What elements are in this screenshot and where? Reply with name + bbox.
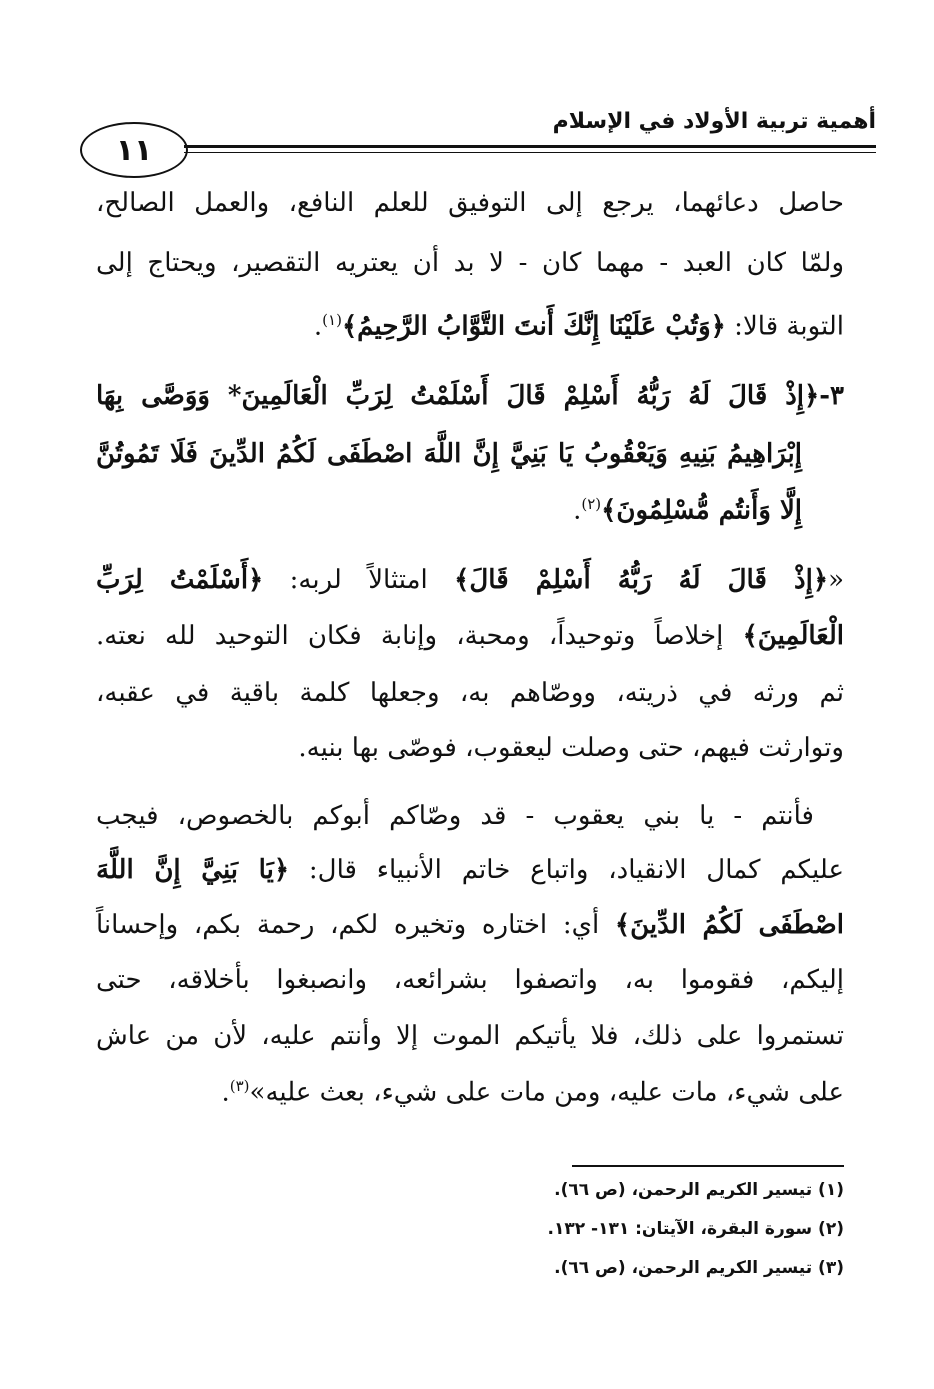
text-line: تستمروا على ذلك، فلا يأتيكم الموت إلا وأنتم عليه، لأن من عاش: [96, 1021, 844, 1051]
text-line: [96, 912, 844, 938]
page-header: [80, 109, 876, 185]
period: .: [221, 1077, 230, 1108]
text-fragment: عليكم كمال الانقياد، واتباع خاتم الأنبياء قال:: [289, 855, 845, 885]
footnote-3: (٣) تيسير الكريم الرحمن، (ص ٦٦).: [554, 1258, 844, 1278]
text-line: فأنتم - يا بني يعقوب - قد وصّاكم أبوكم بالخصوص، فيجب: [96, 801, 814, 831]
period: .: [313, 311, 323, 342]
text-fragment: أي: اختاره وتخيره لكم، رحمة بكم، وإحساناً: [96, 910, 615, 940]
quran-verse: اصْطَفَى لَكُمُ الدِّينَ﴾: [614, 910, 844, 940]
open-quote: «: [828, 565, 844, 595]
text-line: ولمّا كان العبد - مهما كان - لا بد أن يعتريه التقصير، ويحتاج إلى: [96, 248, 844, 278]
footnote-1: (١) تيسير الكريم الرحمن، (ص ٦٦).: [554, 1180, 844, 1200]
quran-verse: إِلَّا وَأَنتُم مُّسْلِمُونَ﴾: [601, 495, 802, 526]
text-fragment: إخلاصاً وتوحيداً، ومحبة، وإنابة فكان التوحيد لله نعته.: [96, 621, 743, 651]
text-line: [96, 1079, 844, 1106]
footnote-2: (٢) سورة البقرة، الآيتان: ١٣١- ١٣٢.: [547, 1219, 844, 1239]
footnote-ref: (٢): [581, 495, 602, 513]
text-line: ثم ورثه في ذريته، ووصّاهم به، وجعلها كلمة باقية في عقبه،: [96, 678, 844, 708]
text-line: إليكم، فقوموا به، واتصفوا بشرائعه، وانصبغوا بأخلاقه، حتى: [96, 965, 844, 995]
text-line: [96, 623, 844, 649]
quran-verse: ﴿يَا بَنِيَّ إِنَّ اللَّهَ: [96, 855, 290, 885]
quran-verse: الْعَالَمِينَ﴾: [742, 621, 844, 651]
text-line: [96, 857, 844, 883]
header-rule-thin: [184, 152, 876, 153]
text-line: حاصل دعائهما، يرجع إلى التوفيق للعلم النافع، والعمل الصالح،: [96, 188, 844, 218]
text-line: [96, 567, 844, 593]
running-title: أهمية تربية الأولاد في الإسلام: [552, 109, 876, 134]
quran-verse-line: ٣-﴿إِذْ قَالَ لَهُ رَبُّهُ أَسْلِمْ قَالَ أَسْلَمْتُ لِرَبِّ الْعَالَمِينَ* وَوَصَّى بِهَا: [96, 381, 844, 411]
quran-verse-line: [96, 497, 802, 524]
quran-verse-line: إِبْرَاهِيمُ بَنِيهِ وَيَعْقُوبُ يَا بَنِيَّ إِنَّ اللَّهَ اصْطَفَى لَكُمُ الدِّينَ فَلَا تَمُوتُنَّ: [96, 439, 802, 469]
text-line: وتوارثت فيهم، حتى وصلت ليعقوب، فوصّى بها بنيه.: [298, 733, 844, 763]
text-fragment: التوبة قالا:: [725, 311, 844, 342]
page-number: ١١: [80, 122, 188, 178]
footnote-ref: (٣): [229, 1077, 250, 1095]
text-line: [96, 313, 844, 340]
text-fragment: على شيء، مات عليه، ومن مات على شيء، بعث عليه»: [249, 1077, 844, 1108]
header-rule-thick: [184, 145, 876, 148]
quran-verse: ﴿إِذْ قَالَ لَهُ رَبُّهُ أَسْلِمْ قَالَ﴾: [454, 565, 829, 595]
quran-verse: ﴿وَتُبْ عَلَيْنَا إِنَّكَ أَنتَ التَّوَّابُ الرَّحِيمُ﴾: [341, 311, 726, 342]
text-fragment: امتثالاً لربه:: [263, 565, 455, 595]
footnote-ref: (١): [322, 311, 342, 329]
footnote-separator: [572, 1165, 844, 1167]
period: .: [573, 495, 582, 526]
quran-verse: ﴿أَسْلَمْتُ لِرَبِّ: [96, 565, 264, 595]
